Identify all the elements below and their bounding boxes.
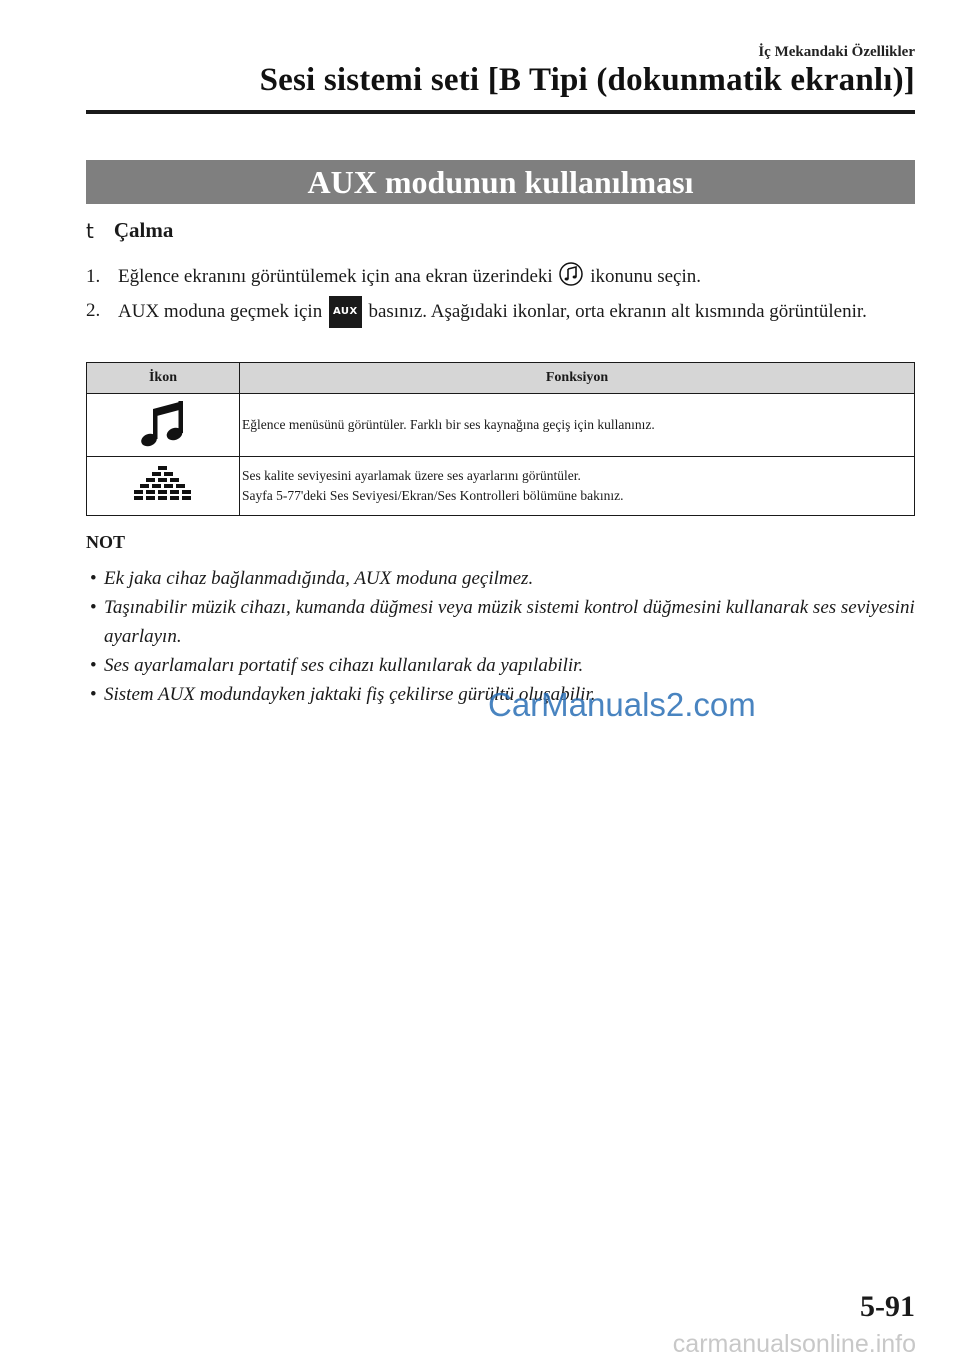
note-item: • Ses ayarlamaları portatif ses cihazı kullanılarak da yapılabilir. [90,651,915,680]
aux-button-icon: AUX [329,296,362,328]
section-title-banner [86,160,915,204]
page-number: 5-91 [860,1290,915,1323]
bullet: • [90,655,97,676]
function-cell [240,457,915,516]
step-item [86,296,915,328]
subsection-marker: t [86,218,94,243]
table-row [87,457,915,516]
note-label: NOT [86,532,126,552]
bullet: • [90,597,97,618]
function-cell [240,394,915,457]
icon-function-table [86,362,915,516]
column-header-icon: İkon [87,363,240,394]
section-name: İç Mekandaki Özellikler [758,44,915,60]
note-item: • Sistem AUX modundayken jaktaki fiş çekilirse gürültü oluşabilir. [90,680,915,709]
step-text: AUX moduna geçmek için AUX basınız. Aşağıdaki ikonlar, orta ekranın alt kısmında görüntülenir. [118,296,915,328]
bullet: • [90,684,97,705]
step-text: Eğlence ekranını görüntülemek için ana ekran üzerindeki ikonunu seçin. [118,262,915,296]
equalizer-icon [133,462,193,506]
note-item: • Ek jaka cihaz bağlanmadığında, AUX moduna geçilmez. [90,564,915,593]
column-header-function: Fonksiyon [240,363,915,394]
function-text: Eğlence menüsünü görüntüler. Farklı bir ses kaynağına geçiş için kullanınız. [242,417,655,432]
step-number: 1. [86,266,101,287]
header-rule [86,110,915,114]
icon-cell [87,394,240,457]
icon-cell [87,457,240,516]
step-number: 2. [86,300,101,321]
bullet: • [90,568,97,589]
watermark: CarManuals2.com [488,686,756,723]
running-title: Sesi sistemi seti [B Tipi (dokunmatik ekranlı)] [259,62,915,98]
music-note-icon [559,262,583,296]
step-item [86,262,915,296]
step-list [86,262,915,328]
section-title: AUX modunun kullanılması [307,163,694,200]
table-header-row [87,363,915,394]
table-row [87,394,915,457]
subsection-title: Çalma [113,218,174,242]
function-text: Ses kalite seviyesini ayarlamak üzere ses ayarlarını görüntüler. [242,468,581,483]
footer-website: carmanualsonline.info [672,1330,916,1358]
note-item: • Taşınabilir müzik cihazı, kumanda düğmesi veya müzik sistemi kontrol düğmesini kullanarak ses seviyesini ayarlayın. [90,593,915,651]
function-text: Sayfa 5-77'deki Ses Seviyesi/Ekran/Ses Kontrolleri bölümüne bakınız. [242,488,624,503]
subsection-heading [86,218,173,243]
music-note-icon [139,397,187,449]
